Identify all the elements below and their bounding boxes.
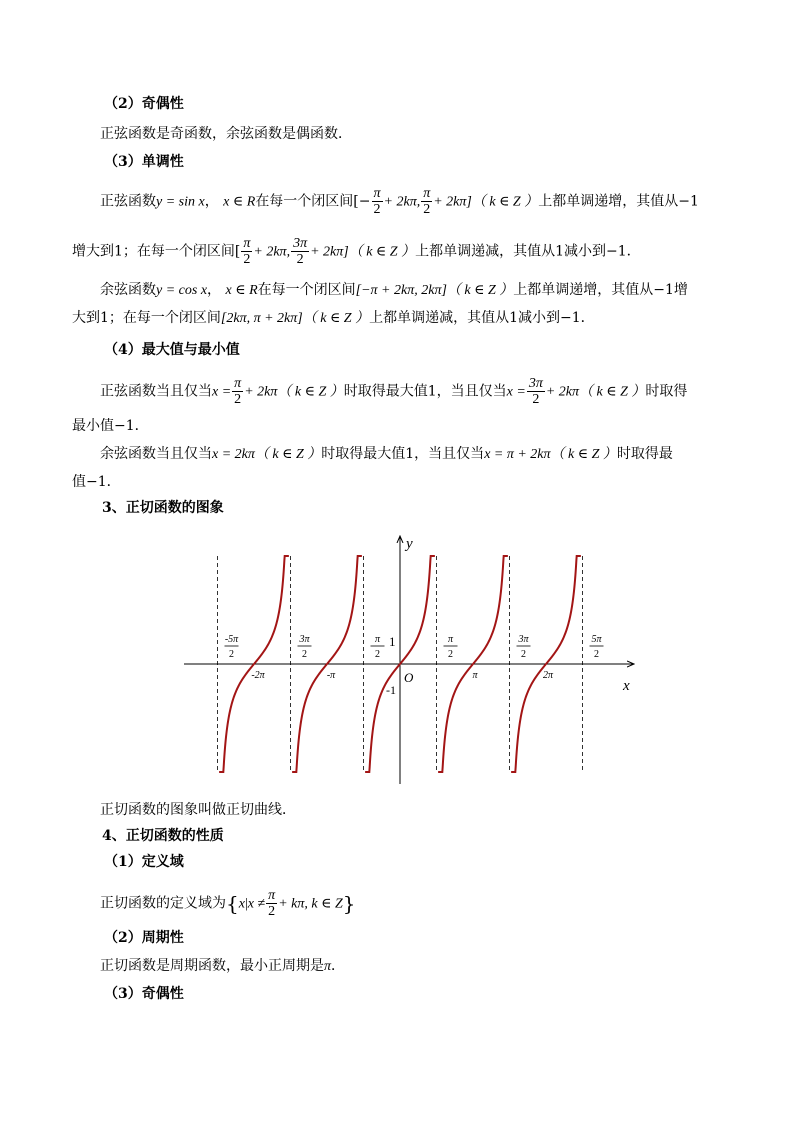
formula-term: + 2kπ, [253, 244, 291, 260]
cos-maxmin-line2: 值−1． [72, 474, 121, 490]
formula-x-in-r: x ∈ R [223, 194, 256, 210]
formula-term: + 2kπ, [383, 194, 421, 210]
heading-parity: （2）奇偶性 [104, 96, 184, 112]
formula-term: + 2kπ] [433, 194, 472, 210]
formula-bar: | [244, 896, 248, 912]
asymptote-label [590, 634, 604, 660]
heading-tangent-properties: 4、正切函数的性质 [102, 828, 224, 844]
sin-maxmin-line1 [100, 376, 687, 407]
tangent-graph [170, 530, 650, 790]
x-tick-label: π [472, 670, 478, 681]
text: 大到1；在每一个闭区间 [72, 310, 221, 326]
sin-monotonic-line2 [72, 236, 641, 267]
formula-k-in-z: （ k ∈ Z ） [254, 447, 322, 462]
parity-text: 正弦函数是奇函数，余弦函数是偶函数． [100, 126, 352, 142]
text: 正弦函数当且仅当 [100, 383, 212, 400]
text: 时取得最 [616, 446, 673, 462]
y-one-label: 1 [389, 634, 396, 649]
formula-k-in-z: （ k ∈ Z ） [471, 194, 539, 210]
asymptote-label [517, 634, 531, 660]
text: 增大到1；在每一个闭区间[ [72, 243, 241, 260]
text: 正弦函数 [100, 193, 156, 210]
formula-x-in-r: x ∈ R [225, 283, 258, 298]
formula-x-eq: x = [212, 384, 232, 400]
cos-maxmin-line1 [100, 444, 673, 465]
formula-k-in-z: （ k ∈ Z ） [277, 384, 344, 400]
asymptote-label-denominator: 2 [229, 649, 234, 660]
heading-domain: （1）定义域 [104, 854, 184, 870]
brace-right: } [342, 891, 356, 916]
cos-monotonic-line2 [72, 308, 595, 329]
asymptote-label [225, 634, 240, 660]
text: 时取得最大值1，当且仅当 [343, 383, 507, 400]
text: 正切函数的定义域为 [100, 895, 226, 912]
sin-monotonic-line1 [100, 186, 699, 217]
heading-tangent-graph: 3、正切函数的图象 [102, 500, 224, 516]
asymptote-label-denominator: 2 [302, 649, 307, 660]
asymptote-label [371, 634, 385, 660]
y-neg-one-label: -1 [386, 683, 396, 697]
formula-x: x [238, 896, 245, 912]
asymptote-label-denominator: 2 [448, 649, 453, 660]
x-axis-label: x [623, 678, 630, 694]
formula-k-in-z: （ k ∈ Z ） [348, 244, 416, 260]
formula-x-eq-2kpi: x = 2kπ [212, 447, 255, 462]
fraction-pi-over-2: $\frac{\pi}{2}$ [243, 236, 251, 267]
y-axis-label: y [406, 536, 413, 552]
formula-pi: π [324, 959, 332, 974]
fraction-pi-over-2: $\frac{\pi}{2}$ [423, 186, 431, 217]
text: 在每一个闭区间 [257, 282, 356, 298]
formula-k-in-z: （ k ∈ Z ） [302, 311, 370, 326]
asymptote-label-numerator: 5π [591, 634, 602, 645]
text: 上都单调递增，其值从−1增 [513, 282, 688, 298]
x-tick-label: 2π [542, 670, 554, 681]
brace-left: { [226, 891, 239, 916]
text: 余弦函数 [100, 282, 156, 298]
formula-k-in-z: （ k ∈ Z ） [579, 384, 646, 400]
fraction-pi-over-2: $\frac{\pi}{2}$ [234, 376, 242, 407]
text: ， [207, 282, 222, 298]
text: 时取得最大值1，当且仅当 [321, 446, 485, 462]
text: 余弦函数当且仅当 [100, 446, 212, 462]
heading-max-min: （4）最大值与最小值 [104, 342, 240, 358]
text: ， [204, 193, 219, 210]
heading-tangent-parity: （3）奇偶性 [104, 986, 184, 1002]
tangent-domain-line [100, 888, 355, 919]
asymptote-label-denominator: 2 [594, 649, 599, 660]
asymptote-label-numerator: π [374, 634, 381, 645]
asymptote-label [444, 634, 458, 660]
formula-k-in-z: （ k ∈ Z ） [550, 447, 617, 462]
text: 正切函数是周期函数，最小正周期是 [100, 958, 324, 974]
x-tick-label: -π [326, 670, 336, 681]
text: 上都单调递减，其值从1减小到−1． [369, 310, 595, 326]
asymptote-label-numerator: 3π [518, 634, 529, 645]
formula-interval: [2kπ, π + 2kπ] [220, 311, 303, 326]
formula-term: + 2kπ [545, 384, 580, 400]
formula-x-neq: x ≠ [247, 896, 266, 912]
formula-term: + 2kπ] [310, 244, 349, 260]
asymptote-label-denominator: 2 [521, 649, 526, 660]
formula-x-eq-pi-2kpi: x = π + 2kπ [484, 447, 551, 462]
asymptote-label-numerator: -5π [224, 634, 239, 645]
fraction-pi-over-2: $\frac{\pi}{2}$ [268, 888, 276, 919]
origin-label: O [404, 670, 414, 685]
formula-term: + 2kπ [244, 384, 278, 400]
text: 在每一个闭区间[− [255, 193, 371, 210]
tangent-period-line [100, 956, 345, 977]
formula-k-in-z: （ k ∈ Z ） [446, 283, 514, 298]
fraction-3pi-over-2: $\frac{3\pi}{2}$ [528, 376, 543, 407]
cos-monotonic-line1 [100, 280, 688, 301]
asymptote-label-numerator: 3π [299, 634, 310, 645]
text: ． [331, 958, 346, 974]
asymptote-label [298, 634, 312, 660]
heading-monotonicity: （3）单调性 [104, 154, 184, 170]
formula-term: + kπ, k ∈ Z [278, 896, 343, 912]
x-tick-label: -2π [251, 670, 265, 681]
formula-y-sin-x: y = sin x [156, 194, 205, 210]
formula-x-eq: x = [506, 384, 526, 400]
asymptote-label-numerator: π [447, 634, 454, 645]
formula-y-cos-x: y = cos x [156, 283, 208, 298]
text: 上都单调递增，其值从−1 [538, 193, 699, 210]
formula-interval: [−π + 2kπ, 2kπ] [355, 283, 447, 298]
fraction-pi-over-2: $\frac{\pi}{2}$ [373, 186, 381, 217]
tangent-curve-text: 正切函数的图象叫做正切曲线． [100, 802, 296, 818]
text: 上都单调递减，其值从1减小到−1． [415, 243, 641, 260]
fraction-3pi-over-2: $\frac{3\pi}{2}$ [293, 236, 308, 267]
heading-periodicity: （2）周期性 [104, 930, 184, 946]
asymptote-label-denominator: 2 [375, 649, 380, 660]
sin-maxmin-line2: 最小值−1． [72, 418, 149, 434]
text: 时取得 [645, 383, 688, 400]
